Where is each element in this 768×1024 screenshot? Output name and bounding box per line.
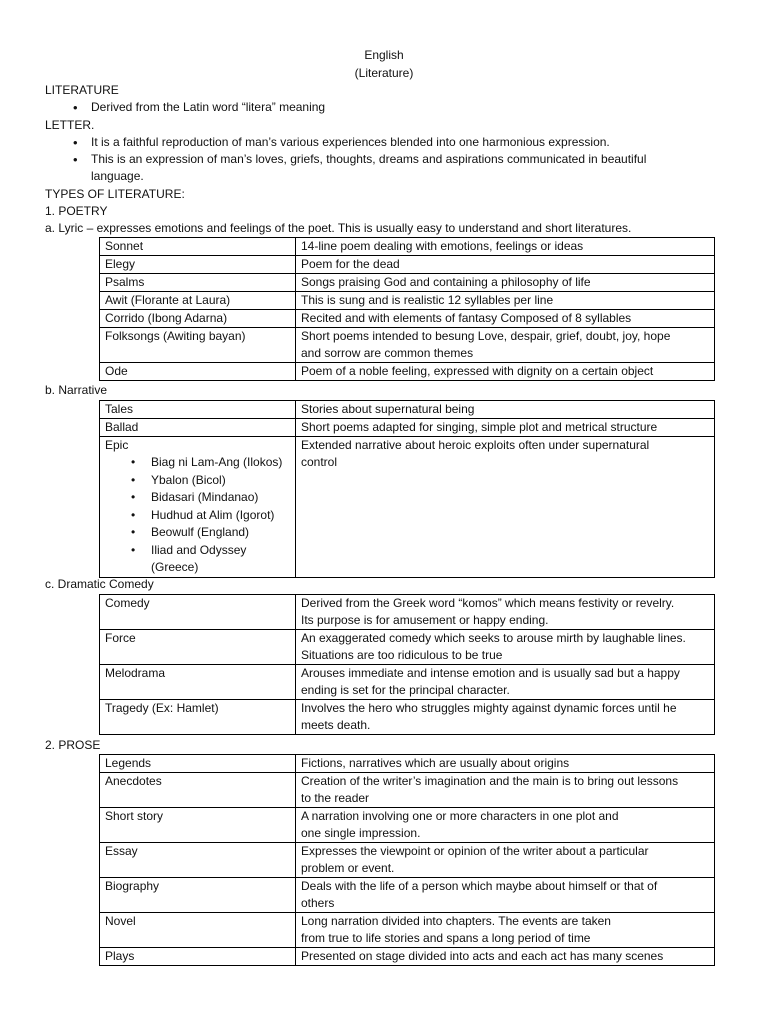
- list-item: • Ybalon (Bicol): [129, 472, 290, 490]
- description-line: Songs praising God and containing a philosophy of life: [301, 275, 591, 289]
- description-line: Deals with the life of a person which maybe about himself or that of: [301, 879, 658, 893]
- list-item-continuation: [129, 559, 290, 577]
- description-line: Fictions, narratives which are usually about origins: [301, 756, 570, 770]
- table-row: [100, 310, 715, 328]
- description-line: to the reader: [301, 791, 370, 805]
- description-line: A narration involving one or more characters in one plot and: [301, 809, 619, 823]
- table-cell-description: [296, 700, 715, 735]
- table-cell-description: Short poems adapted for singing, simple plot and metrical structure: [296, 419, 715, 437]
- description-line: others: [301, 896, 335, 910]
- table-row: [100, 437, 715, 578]
- description-line: meets death.: [301, 718, 371, 732]
- table-cell-description: [296, 843, 715, 878]
- table-cell-description: [296, 256, 715, 274]
- table-row: [100, 913, 715, 948]
- table-cell-term: Melodrama: [100, 665, 296, 700]
- table-row: [100, 878, 715, 913]
- table-cell-term: Force: [100, 630, 296, 665]
- table-row: [100, 401, 715, 419]
- table-cell-description: [296, 437, 715, 578]
- document-subtitle: (Literature): [354, 66, 414, 80]
- table-cell-term: Biography: [100, 878, 296, 913]
- description-line: from true to life stories and spans a long period of time: [301, 931, 591, 945]
- document-title: English: [364, 48, 404, 62]
- lyric-table: [99, 237, 715, 381]
- table-row: [100, 363, 715, 381]
- table-cell-description: [296, 808, 715, 843]
- description-line: Presented on stage divided into acts and each act has many scenes: [301, 949, 664, 963]
- epic-examples-list: [105, 454, 290, 577]
- list-item: • It is a faithful reproduction of man’s various experiences blended into one harmonious expression.: [71, 134, 646, 151]
- dramatic-heading: c. Dramatic Comedy: [45, 577, 154, 591]
- table-cell-term: [100, 437, 296, 578]
- description-line: one single impression.: [301, 826, 421, 840]
- table-cell-term: Psalms: [100, 274, 296, 292]
- description-line: Poem for the dead: [301, 257, 400, 271]
- table-cell-description: [296, 238, 715, 256]
- narrative-heading: b. Narrative: [45, 383, 108, 397]
- list-item: • This is an expression of man’s loves, griefs, thoughts, dreams and aspirations communicated in beautiful: [71, 151, 646, 168]
- literature-bullets: [71, 99, 325, 116]
- table-cell-term: Legends: [100, 755, 296, 773]
- list-item-continuation: language.: [91, 169, 144, 183]
- description-line: Arouses immediate and intense emotion and is usually sad but a happy: [301, 666, 680, 680]
- description-line: ending is set for the principal character.: [301, 683, 510, 697]
- table-row: [100, 630, 715, 665]
- table-row: [100, 256, 715, 274]
- description-line: Recited and with elements of fantasy Composed of 8 syllables: [301, 311, 632, 325]
- table-cell-description: [296, 328, 715, 363]
- description-line: Long narration divided into chapters. The events are taken: [301, 914, 611, 928]
- table-cell-description: [296, 310, 715, 328]
- table-cell-term: Corrido (Ibong Adarna): [100, 310, 296, 328]
- table-cell-term: Ode: [100, 363, 296, 381]
- types-heading: TYPES OF LITERATURE:: [45, 187, 185, 201]
- description-line: This is sung and is realistic 12 syllables per line: [301, 293, 554, 307]
- table-cell-term: Comedy: [100, 595, 296, 630]
- table-cell-term: Novel: [100, 913, 296, 948]
- dramatic-table: [99, 594, 715, 735]
- table-cell-term: Ballad: [100, 419, 296, 437]
- description-line: Expresses the viewpoint or opinion of the writer about a particular: [301, 844, 649, 858]
- table-row: [100, 274, 715, 292]
- description-line: Involves the hero who struggles mighty against dynamic forces until he: [301, 701, 677, 715]
- narrative-table: [99, 400, 715, 578]
- description-line: Poem of a noble feeling, expressed with dignity on a certain object: [301, 364, 654, 378]
- table-cell-description: [296, 292, 715, 310]
- table-cell-term: Essay: [100, 843, 296, 878]
- table-row: [100, 843, 715, 878]
- table-cell-description: [296, 773, 715, 808]
- table-cell-description: [296, 274, 715, 292]
- table-row: [100, 948, 715, 966]
- table-cell-description: [296, 913, 715, 948]
- table-cell-term: Elegy: [100, 256, 296, 274]
- description-line: and sorrow are common themes: [301, 346, 474, 360]
- table-cell-term: Plays: [100, 948, 296, 966]
- table-cell-term: Short story: [100, 808, 296, 843]
- description-line: Situations are too ridiculous to be true: [301, 648, 503, 662]
- list-item: • Derived from the Latin word “litera” meaning: [71, 99, 325, 116]
- table-cell-description: Stories about supernatural being: [296, 401, 715, 419]
- table-row: [100, 595, 715, 630]
- epic-term: Epic: [105, 438, 129, 452]
- description-line: Derived from the Greek word “komos” which means festivity or revelry.: [301, 596, 675, 610]
- table-cell-term: Tales: [100, 401, 296, 419]
- table-row: [100, 419, 715, 437]
- table-cell-term: Sonnet: [100, 238, 296, 256]
- table-row: [100, 755, 715, 773]
- table-row: [100, 773, 715, 808]
- literature-heading: LITERATURE: [45, 83, 119, 97]
- table-cell-term: Tragedy (Ex: Hamlet): [100, 700, 296, 735]
- table-cell-description: [296, 630, 715, 665]
- table-cell-description: [296, 878, 715, 913]
- table-cell-description: [296, 948, 715, 966]
- table-cell-description: [296, 665, 715, 700]
- literature-points: [71, 134, 646, 168]
- table-cell-term: Anecdotes: [100, 773, 296, 808]
- prose-table: [99, 754, 715, 966]
- table-cell-description: [296, 363, 715, 381]
- description-line: Creation of the writer’s imagination and the main is to bring out lessons: [301, 774, 679, 788]
- list-item: • Hudhud at Alim (Igorot): [129, 507, 290, 525]
- table-cell-description: [296, 755, 715, 773]
- lyric-heading: a. Lyric – expresses emotions and feelings of the poet. This is usually easy to understand and short literatures.: [45, 221, 632, 235]
- description-line: control: [301, 455, 338, 469]
- table-row: [100, 328, 715, 363]
- table-row: [100, 808, 715, 843]
- description-line: An exaggerated comedy which seeks to arouse mirth by laughable lines.: [301, 631, 686, 645]
- table-row: [100, 700, 715, 735]
- table-cell-term: Folksongs (Awiting bayan): [100, 328, 296, 363]
- list-item: • Bidasari (Mindanao): [129, 489, 290, 507]
- list-item: • Iliad and Odyssey: [129, 542, 290, 560]
- letter-heading: LETTER.: [45, 118, 95, 132]
- poetry-heading: 1. POETRY: [45, 204, 108, 218]
- description-line: 14-line poem dealing with emotions, feelings or ideas: [301, 239, 584, 253]
- list-item: • Beowulf (England): [129, 524, 290, 542]
- table-row: [100, 665, 715, 700]
- description-line: Short poems intended to besung Love, despair, grief, doubt, joy, hope: [301, 329, 671, 343]
- table-cell-term: Awit (Florante at Laura): [100, 292, 296, 310]
- table-cell-description: [296, 595, 715, 630]
- description-line: problem or event.: [301, 861, 395, 875]
- prose-heading: 2. PROSE: [45, 738, 101, 752]
- description-line: Its purpose is for amusement or happy ending.: [301, 613, 549, 627]
- list-item: • Biag ni Lam-Ang (Ilokos): [129, 454, 290, 472]
- list-item-text: (Greece): [151, 560, 199, 574]
- table-row: [100, 292, 715, 310]
- description-line: Extended narrative about heroic exploits often under supernatural: [301, 438, 650, 452]
- table-row: [100, 238, 715, 256]
